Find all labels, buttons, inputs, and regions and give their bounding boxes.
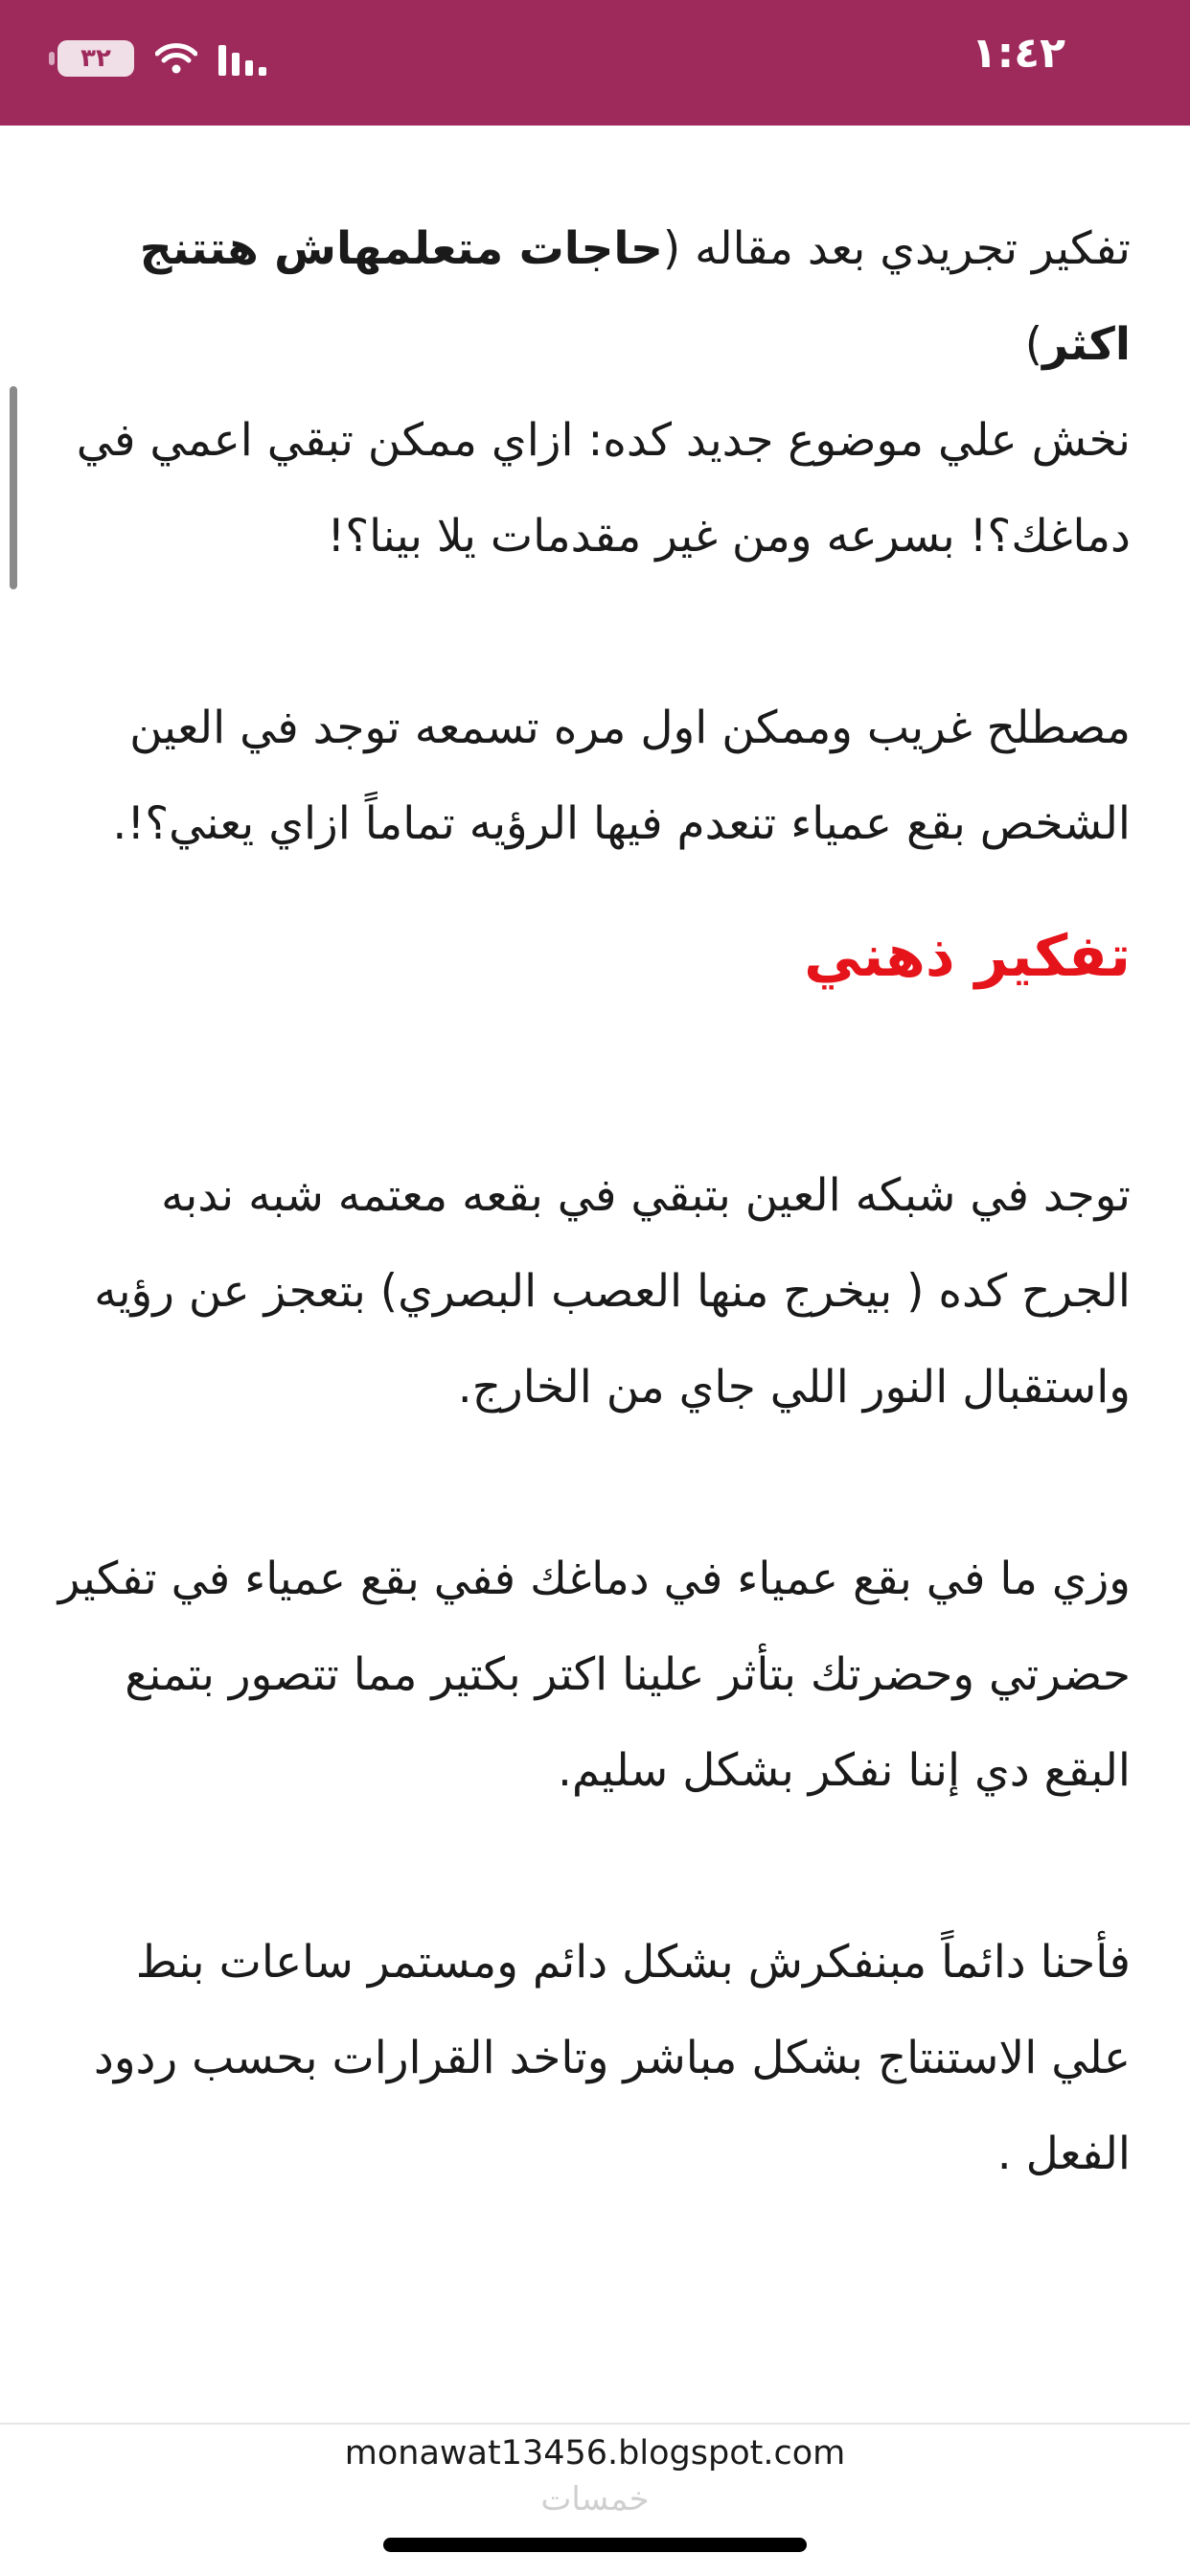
address-bar-url[interactable]: monawat13456.blogspot.com	[344, 2434, 846, 2472]
spacer	[57, 1436, 1131, 1531]
paragraph-5: فأحنا دائماً مبنفكرش بشكل دائم ومستمر ساعات بنط علي الاستنتاج بشكل مباشر وتاخد القرارات بحسب ردود الفعل .	[93, 1936, 1131, 2180]
home-indicator[interactable]	[383, 2538, 807, 2552]
paragraph-3: توجد في شبكه العين بتبقي في بقعه معتمه شبه ندبه الجرح كده ( بيخرج منها العصب البصري) بتعجز عن رؤيه واستقبال النور اللي جاي من الخارج.	[94, 1169, 1131, 1414]
paragraph-2: مصطلح غريب وممكن اول مره تسمعه توجد في العين الشخص بقع عمياء تنعدم فيها الرؤيه تماماً ازاي يعني؟!.	[112, 702, 1131, 850]
paragraph-1: نخش علي موضوع جديد كده: ازاي ممكن تبقي اعمي في دماغك؟! بسرعه ومن غير مقدمات يلا بينا؟!	[76, 414, 1131, 563]
spacer	[57, 585, 1131, 680]
battery-cap	[49, 52, 55, 65]
paragraph-4: وزي ما في بقع عمياء في دماغك ففي بقع عمياء في تفكير حضرتي وحضرتك بتأثر علينا اكتر بكتير مما تتصور بتمنع البقع دي إننا نفكر بشكل سليم.	[57, 1552, 1131, 1797]
watermark: خمسات	[540, 2480, 650, 2518]
status-icons	[57, 40, 270, 77]
wifi-icon	[155, 42, 197, 75]
scroll-indicator[interactable]	[10, 386, 17, 589]
battery-icon	[57, 40, 134, 77]
intro-suffix: )	[1024, 318, 1043, 371]
intro-prefix: تفكير تجريدي بعد مقاله (	[662, 222, 1131, 275]
battery-level: ٣٢	[80, 44, 111, 73]
intro-article-title: حاجات متعلمهاش هتتنج اكثر	[139, 222, 1131, 371]
address-bar-divider	[0, 2423, 1190, 2425]
article-body	[57, 201, 1131, 2202]
status-time: ١:٤٢	[971, 29, 1065, 78]
spacer	[57, 1004, 1131, 1148]
status-bar	[0, 0, 1190, 126]
cellular-signal-icon	[218, 41, 270, 76]
section-heading: تفكير ذهني	[804, 923, 1131, 990]
intro-paragraph	[57, 201, 1131, 393]
spacer	[57, 1819, 1131, 1915]
